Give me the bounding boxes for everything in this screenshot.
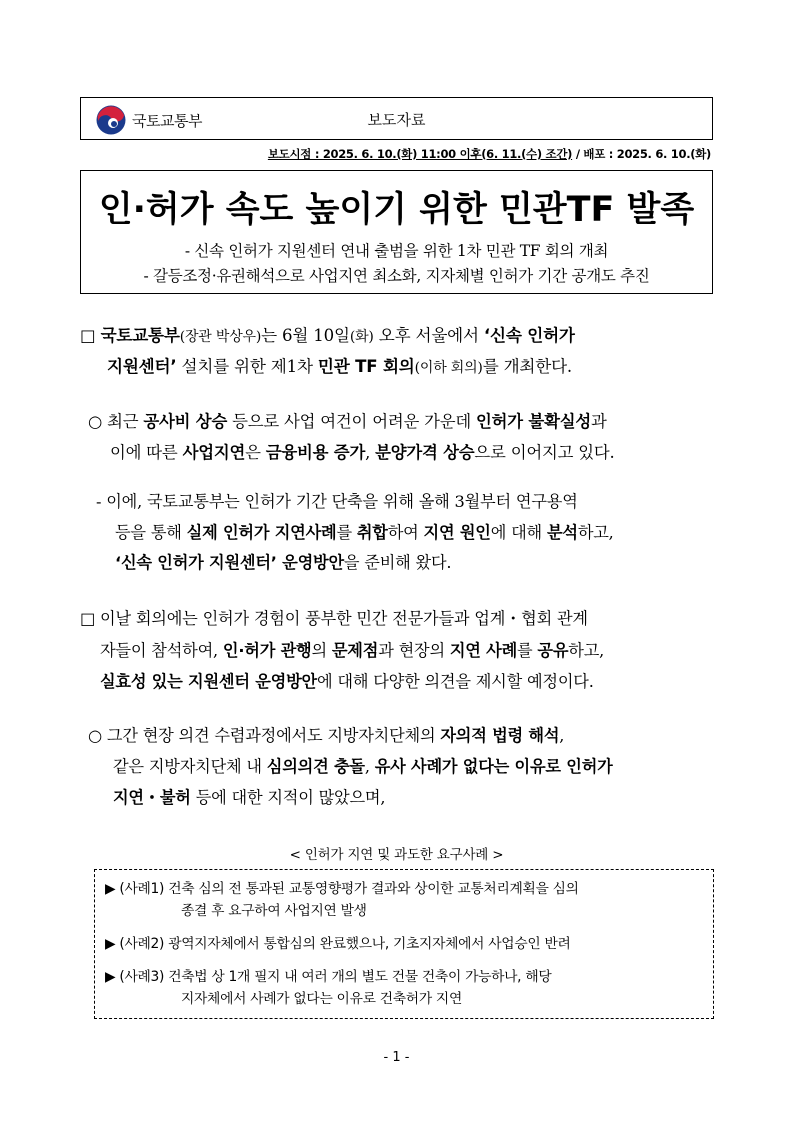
logo-text: 국토교통부 xyxy=(132,111,202,130)
distribution-date: / 배포 : 2025. 6. 10.(화) xyxy=(572,147,711,161)
case-item-3-cont: 지자체에서 사례가 없다는 이유로 건축허가 지연 xyxy=(181,991,462,1007)
release-time: 보도시점 : 2025. 6. 10.(화) 11:00 이후(6. 11.(수) 조간) xyxy=(267,147,573,161)
paragraph-2-line-2: 이에 따른 사업지연은 금융비용 증가, 분양가격 상승으로 이어지고 있다. xyxy=(110,443,615,462)
subtitle-2: - 갈등조정·유권해석으로 사업지연 최소화, 지자체별 인허가 기간 공개도 추진 xyxy=(143,267,650,285)
circle-bullet: ○ xyxy=(88,412,103,431)
square-bullet: □ xyxy=(80,326,96,345)
case-item-1 xyxy=(105,878,579,900)
case-item-3 xyxy=(105,966,551,988)
case-label: (사례1) xyxy=(119,881,165,897)
paragraph-3-line-3: ‘신속 인허가 지원센터’ 운영방안을 준비해 왔다. xyxy=(115,553,452,572)
circle-bullet: ○ xyxy=(88,726,102,745)
paragraph-5-line-3: 지연・불허 등에 대한 지적이 많았으며, xyxy=(113,788,386,807)
case-label: (사례2) xyxy=(119,936,165,952)
main-title: 인·허가 속도 높이기 위한 민관TF 발족 xyxy=(98,190,695,230)
header-box xyxy=(80,97,713,140)
paragraph-4-line-1: □ 이날 회의에는 인허가 경험이 풍부한 민간 전문가들과 업계・협회 관계 xyxy=(80,609,588,628)
release-info xyxy=(268,146,711,162)
triangle-icon: ▶ xyxy=(105,969,116,985)
triangle-icon: ▶ xyxy=(105,881,116,897)
paragraph-1-line-2: 지원센터’ 설치를 위한 제1차 민관 TF 회의(이하 회의)를 개최한다. xyxy=(107,357,573,376)
paragraph-5-line-2: 같은 지방자치단체 내 심의의견 충돌, 유사 사례가 없다는 이유로 인허가 xyxy=(113,757,613,776)
paragraph-3-line-1: - 이에, 국토교통부는 인허가 기간 단축을 위해 올해 3월부터 연구용역 xyxy=(96,492,578,511)
paragraph-4-line-3: 실효성 있는 지원센터 운영방안에 대해 다양한 의견을 제시할 예정이다. xyxy=(100,672,594,691)
case-label: (사례3) xyxy=(119,969,165,985)
paragraph-1-line-1: □ 국토교통부(장관 박상우)는 6월 10일(화) 오후 서울에서 ‘신속 인허가 xyxy=(80,326,575,345)
case-text: 광역지자체에서 통합심의 완료했으나, 기초지자체에서 사업승인 반려 xyxy=(168,936,571,952)
case-caption: < 인허가 지연 및 과도한 요구사례 > xyxy=(289,847,504,863)
paragraph-3-line-2: 등을 통해 실제 인허가 지연사례를 취합하여 지연 원인에 대해 분석하고, xyxy=(115,523,614,542)
case-text: 건축법 상 1개 필지 내 여러 개의 별도 건물 건축이 가능하나, 해당 xyxy=(168,969,552,985)
title-box xyxy=(80,170,713,294)
subtitle-1: - 신속 인허가 지원센터 연내 출범을 위한 1차 민관 TF 회의 개최 xyxy=(184,242,609,260)
case-box xyxy=(94,869,714,1019)
document-type: 보도자료 xyxy=(367,111,426,129)
case-text: 건축 심의 전 통과된 교통영향평가 결과와 상이한 교통처리계획을 심의 xyxy=(168,881,579,897)
paragraph-4-line-2: 자들이 참석하여, 인·허가 관행의 문제점과 현장의 지연 사례를 공유하고, xyxy=(100,641,605,660)
page-number: - 1 - xyxy=(383,1050,410,1065)
paragraph-5-line-1: ○ 그간 현장 의견 수렴과정에서도 지방자치단체의 자의적 법령 해석, xyxy=(88,726,565,745)
case-item-1-cont: 종결 후 요구하여 사업지연 발생 xyxy=(181,903,367,919)
square-bullet: □ xyxy=(80,609,96,628)
triangle-icon: ▶ xyxy=(105,936,116,952)
paragraph-2-line-1: ○ 최근 공사비 상승 등으로 사업 여건이 어려운 가운데 인허가 불확실성과 xyxy=(88,412,607,431)
case-item-2 xyxy=(105,933,571,955)
